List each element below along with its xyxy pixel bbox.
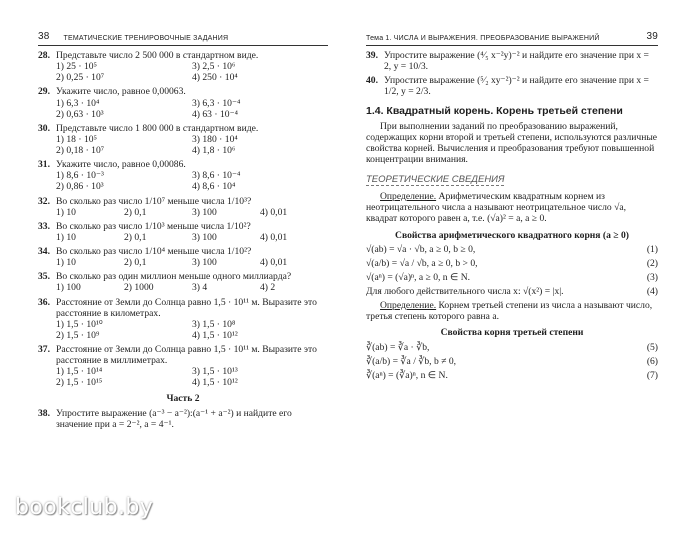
formula-text: √(a/b) = √a / √b, a ≥ 0, b > 0, (366, 257, 478, 269)
problem-34 (38, 246, 328, 268)
formula-text: ∛(ab) = ∛a · ∛b, (366, 341, 430, 353)
problem-number: 29. (38, 86, 50, 98)
answer-option: 3) 2,5 · 10⁶ (192, 61, 236, 73)
problem-text: Укажите число, равное 0,00086. (56, 159, 186, 171)
answer-options (38, 232, 328, 243)
problem-number: 30. (38, 122, 50, 134)
running-title: ТЕМАТИЧЕСКИЕ ТРЕНИРОВОЧНЫЕ ЗАДАНИЯ (63, 34, 229, 42)
problem-32 (38, 196, 328, 218)
answer-option: 1) 25 · 10⁵ (56, 61, 97, 73)
formula-2 (366, 258, 658, 269)
right-page-header (366, 24, 658, 46)
formula-5 (366, 342, 658, 353)
formula-7 (366, 370, 658, 381)
answer-option: 1) 8,6 · 10⁻³ (56, 170, 104, 182)
formula-3 (366, 272, 658, 283)
answer-option: 4) 8,6 · 10⁴ (192, 181, 236, 193)
definition-label: Определение. (380, 300, 437, 312)
formula-number: (2) (646, 257, 658, 269)
intro-paragraph: При выполнении заданий по преобразованию выражений, содержащих корни второй и третьей степени, используются различные свойства корней. Вычисления и преобразования требуют повышенной концентрации внимания. (366, 120, 658, 166)
watermark: bookclub.by (15, 495, 154, 520)
definition-2 (366, 300, 658, 322)
right-page (366, 24, 658, 504)
problem-number: 36. (38, 296, 50, 308)
problem-35 (38, 271, 328, 293)
problem-31 (38, 159, 328, 192)
left-page-header (38, 24, 328, 46)
problem-text: Расстояние от Земли до Солнца равно 1,5 · 10¹¹ м. Выразите это расстояние в километрах. (56, 296, 317, 319)
answer-option: 3) 180 · 10⁴ (192, 133, 238, 145)
problem-40 (366, 75, 658, 97)
problem-text: Упростите выражение (⁵⁄₂ xy⁻²)⁻² и найдите его значение при x = 1/2, y = 2/3. (384, 75, 649, 98)
problem-text: Во сколько раз один миллион меньше одного миллиарда? (56, 271, 292, 283)
answer-options (38, 282, 328, 293)
formula-number: (1) (646, 243, 658, 255)
page-number: 38 (38, 31, 50, 43)
problem-39 (366, 50, 658, 72)
answer-option: 2) 1,5 · 10¹⁵ (56, 377, 103, 389)
answer-option: 3) 1,5 · 10⁸ (192, 318, 236, 330)
formula-number: (7) (646, 369, 658, 381)
problem-text: Во сколько раз число 1/10³ меньше числа 1/10²? (56, 220, 251, 232)
formula-text: √(ab) = √a · √b, a ≥ 0, b ≥ 0, (366, 243, 476, 255)
problem-text: Расстояние от Земли до Солнца равно 1,5 · 10¹¹ м. Выразите это расстояние в миллиметрах. (56, 344, 317, 367)
answer-option: 4) 63 · 10⁻⁴ (192, 108, 238, 120)
answer-option: 1) 1,5 · 10¹⁴ (56, 366, 103, 378)
formula-4 (366, 286, 658, 297)
running-title: Тема 1. ЧИСЛА И ВЫРАЖЕНИЯ. ПРЕОБРАЗОВАНИЕ ВЫРАЖЕНИЙ (366, 34, 600, 42)
answer-option: 4) 250 · 10⁴ (192, 72, 238, 84)
formula-number: (4) (646, 286, 658, 298)
formula-text: Для любого действительного числа x: √(x²) = |x|. (366, 286, 564, 298)
answer-option: 4) 1,8 · 10⁶ (192, 145, 236, 156)
answer-option: 3) 100 (192, 257, 217, 269)
answer-option: 1) 18 · 10⁵ (56, 133, 97, 145)
problem-38 (38, 408, 328, 430)
definition-1 (366, 191, 658, 224)
answer-option: 2) 0,25 · 10⁷ (56, 72, 105, 84)
answer-options (38, 257, 328, 268)
problem-number: 33. (38, 220, 50, 232)
problem-number: 34. (38, 246, 50, 257)
problem-text: Представьте число 2 500 000 в стандартном виде. (56, 50, 259, 61)
answer-option: 4) 0,01 (260, 231, 288, 243)
answer-option: 3) 6,3 · 10⁻⁴ (192, 97, 241, 109)
page-number: 39 (646, 31, 658, 43)
answer-option: 2) 0,86 · 10³ (56, 181, 104, 193)
answer-option: 1) 10 (56, 231, 76, 243)
problem-text: Представьте число 1 800 000 в стандартном виде. (56, 122, 259, 134)
problem-list (38, 50, 328, 389)
problem-30 (38, 123, 328, 156)
problem-text: Укажите число, равное 0,00063. (56, 86, 186, 98)
problem-number: 37. (38, 344, 50, 355)
answer-options (38, 207, 328, 218)
answer-option: 2) 1,5 · 10⁹ (56, 329, 100, 341)
answer-option: 3) 8,6 · 10⁻⁴ (192, 170, 241, 182)
problem-37 (38, 344, 328, 389)
problem-text: Упростите выражение (⁴⁄₅ x⁻²y)⁻² и найдите его значение при x = 2, y = 10/3. (384, 50, 649, 73)
answer-options (38, 170, 328, 192)
formula-text: √(aⁿ) = (√a)ⁿ, a ≥ 0, n ∈ N. (366, 271, 471, 283)
answer-options (38, 319, 328, 341)
problem-number: 31. (38, 159, 50, 171)
answer-option: 1) 10 (56, 206, 76, 218)
answer-options (38, 366, 328, 388)
answer-option: 3) 100 (192, 231, 217, 243)
answer-options (38, 98, 328, 120)
formula-number: (3) (646, 271, 658, 283)
answer-option: 3) 1,5 · 10¹³ (192, 366, 238, 378)
answer-option: 4) 1,5 · 10¹² (192, 377, 238, 389)
formula-text: ∛(aⁿ) = (∛a)ⁿ, n ∈ N. (366, 369, 448, 381)
answer-options (38, 61, 328, 83)
problem-number: 35. (38, 271, 50, 283)
definition-text: Корнем третьей степени из числа a называют число, третья степень которого равна a. (366, 300, 653, 323)
left-page (38, 24, 328, 504)
problem-28 (38, 50, 328, 83)
answer-option: 2) 0,18 · 10⁷ (56, 145, 105, 156)
answer-option: 1) 100 (56, 282, 81, 294)
problem-number: 28. (38, 50, 50, 61)
answer-option: 4) 0,01 (260, 206, 288, 218)
definition-text: Арифметическим квадратным корнем из неотрицательного числа a называют неотрицательное число √a, квадрат которого равен a, т.е. (√a)² = a, a ≥ 0. (366, 191, 627, 225)
problem-number: 40. (366, 75, 378, 87)
answer-option: 3) 100 (192, 206, 217, 218)
answer-option: 4) 2 (260, 282, 276, 294)
problem-36 (38, 297, 328, 342)
section-title: 1.4. Квадратный корень. Корень третьей степени (366, 104, 623, 117)
part-title: Часть 2 (166, 392, 200, 404)
problem-number: 38. (38, 407, 50, 419)
definition-label: Определение. (380, 191, 437, 203)
theory-label: ТЕОРЕТИЧЕСКИЕ СВЕДЕНИЯ (366, 174, 505, 186)
answer-option: 4) 0,01 (260, 257, 288, 269)
properties-title: Свойства арифметического квадратного корня (a ≥ 0) (395, 229, 629, 241)
answer-option: 1) 1,5 · 10¹⁰ (56, 318, 103, 330)
answer-options (38, 134, 328, 156)
answer-option: 4) 1,5 · 10¹² (192, 329, 238, 341)
properties-title: Свойства корня третьей степени (440, 327, 584, 339)
answer-option: 1) 10 (56, 257, 76, 269)
formula-number: (6) (646, 355, 658, 367)
answer-option: 3) 4 (192, 282, 208, 294)
problem-text: Во сколько раз число 1/10⁷ меньше числа 1/10³? (56, 195, 252, 207)
answer-option: 2) 0,1 (124, 206, 147, 218)
answer-option: 2) 0,1 (124, 231, 147, 243)
answer-option: 2) 1000 (124, 282, 154, 294)
formula-text: ∛(a/b) = ∛a / ∛b, b ≠ 0, (366, 355, 457, 367)
formula-number: (5) (646, 341, 658, 353)
answer-option: 1) 6,3 · 10⁴ (56, 97, 100, 109)
problem-text: Упростите выражение (a⁻³ − a⁻²):(a⁻¹ + a⁻²) и найдите его значение при a = 2⁻², a = 4⁻¹. (56, 407, 292, 430)
answer-option: 2) 0,63 · 10³ (56, 108, 104, 120)
problem-number: 39. (366, 50, 378, 61)
problem-number: 32. (38, 195, 50, 207)
problem-33 (38, 221, 328, 243)
formula-1 (366, 244, 658, 255)
problem-text: Во сколько раз число 1/10⁴ меньше числа 1/10²? (56, 246, 252, 257)
answer-option: 2) 0,1 (124, 257, 147, 269)
problem-29 (38, 86, 328, 119)
formula-6 (366, 356, 658, 367)
